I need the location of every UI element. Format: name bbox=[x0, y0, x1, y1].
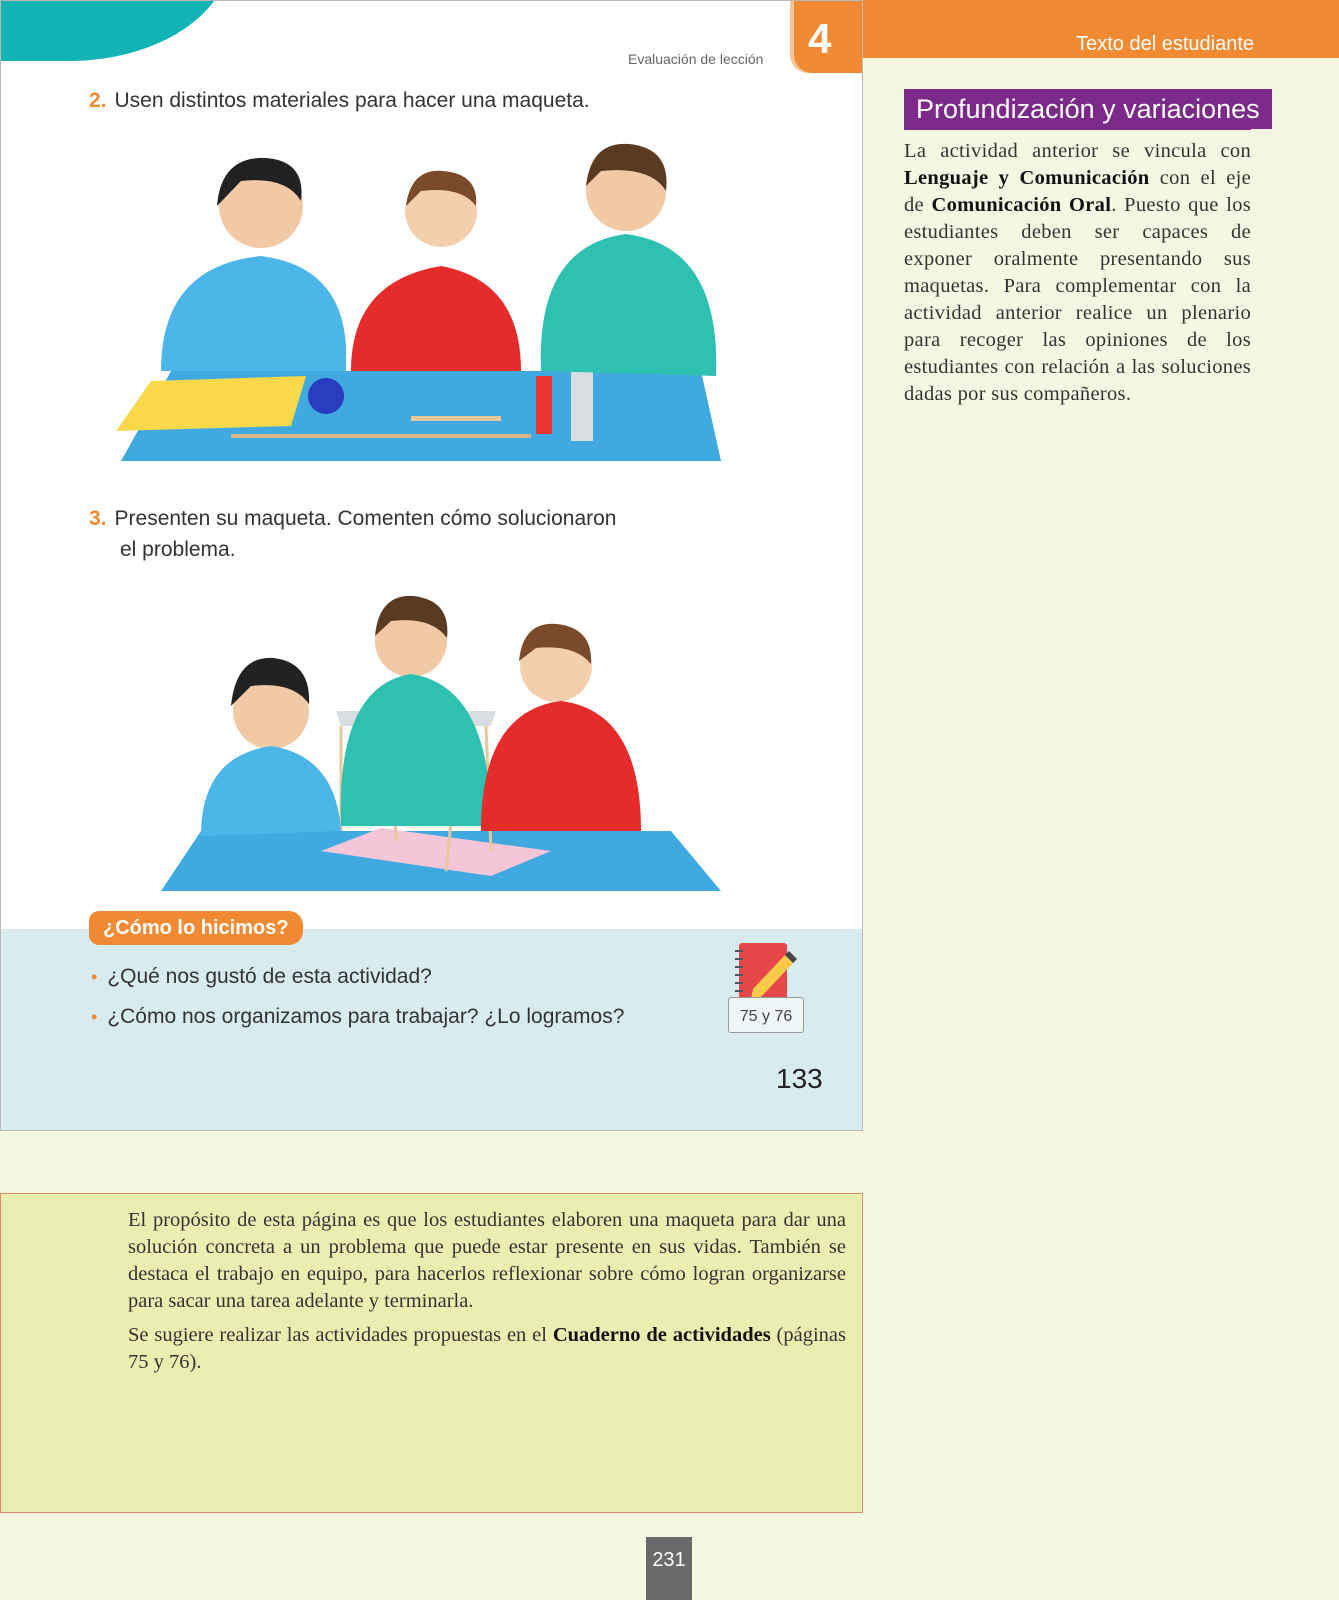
question-text-line2: el problema. bbox=[120, 538, 236, 561]
children-presenting-photo bbox=[161, 566, 731, 896]
bullet-icon: • bbox=[91, 967, 98, 987]
reflection-list bbox=[91, 957, 624, 1037]
decorative-corner bbox=[0, 0, 231, 61]
question-text-line1: Presenten su maqueta. Comenten cómo solucionaron bbox=[114, 507, 617, 530]
purpose-text bbox=[128, 1207, 846, 1383]
workbook-reference bbox=[727, 941, 805, 1035]
purpose-paragraph-2: Se sugiere realizar las actividades propuestas en el Cuaderno de actividades (páginas 75 y 76). bbox=[128, 1324, 846, 1373]
top-bar-label: Texto del estudiante bbox=[1076, 33, 1254, 55]
section-label: Evaluación de lección bbox=[628, 51, 764, 67]
purpose-paragraph-1: El propósito de esta página es que los estudiantes elaboren una maqueta para dar una solución concreta a un problema que puede estar presente en sus vidas. También se destaca el trabajo en equipo, para hacerlos reflexionar sobre cómo logran organizarse para sacar una tarea adelante y terminarla. bbox=[128, 1209, 846, 1312]
question-3 bbox=[89, 503, 709, 565]
question-number: 2. bbox=[89, 89, 107, 112]
lesson-number: 4 bbox=[808, 15, 832, 62]
deepening-body: La actividad anterior se vincula con Lenguaje y Comunicación con el eje de Comunicación Oral. Puesto que los estudiantes deben ser capaces de exponer oralmente presentando sus maquetas. Para complementar con la actividad anterior realice un plenario para recoger las opiniones de los estudiantes con relación a las soluciones dadas por sus compañeros. bbox=[904, 140, 1252, 405]
deepening-heading: Profundización y variaciones bbox=[904, 89, 1272, 129]
bullet-icon: • bbox=[91, 1007, 98, 1027]
workbook-pages: 75 y 76 bbox=[728, 997, 804, 1033]
question-number: 3. bbox=[89, 507, 107, 530]
lesson-tab bbox=[794, 0, 863, 73]
list-item: • ¿Cómo nos organizamos para trabajar? ¿Lo logramos? bbox=[91, 1005, 625, 1028]
question-2 bbox=[89, 85, 590, 116]
question-text: Usen distintos materiales para hacer una maqueta. bbox=[114, 89, 590, 112]
reflection-title: ¿Cómo lo hicimos? bbox=[89, 911, 303, 945]
list-item: • ¿Qué nos gustó de esta actividad? bbox=[91, 965, 432, 988]
heading-underline bbox=[904, 127, 1251, 130]
children-building-photo bbox=[81, 116, 761, 476]
notebook-pencil-icon bbox=[727, 941, 805, 1001]
student-page bbox=[0, 0, 863, 1131]
top-bar bbox=[863, 0, 1339, 58]
student-page-number: 133 bbox=[776, 1063, 823, 1094]
page-folio: 231 bbox=[646, 1537, 692, 1600]
